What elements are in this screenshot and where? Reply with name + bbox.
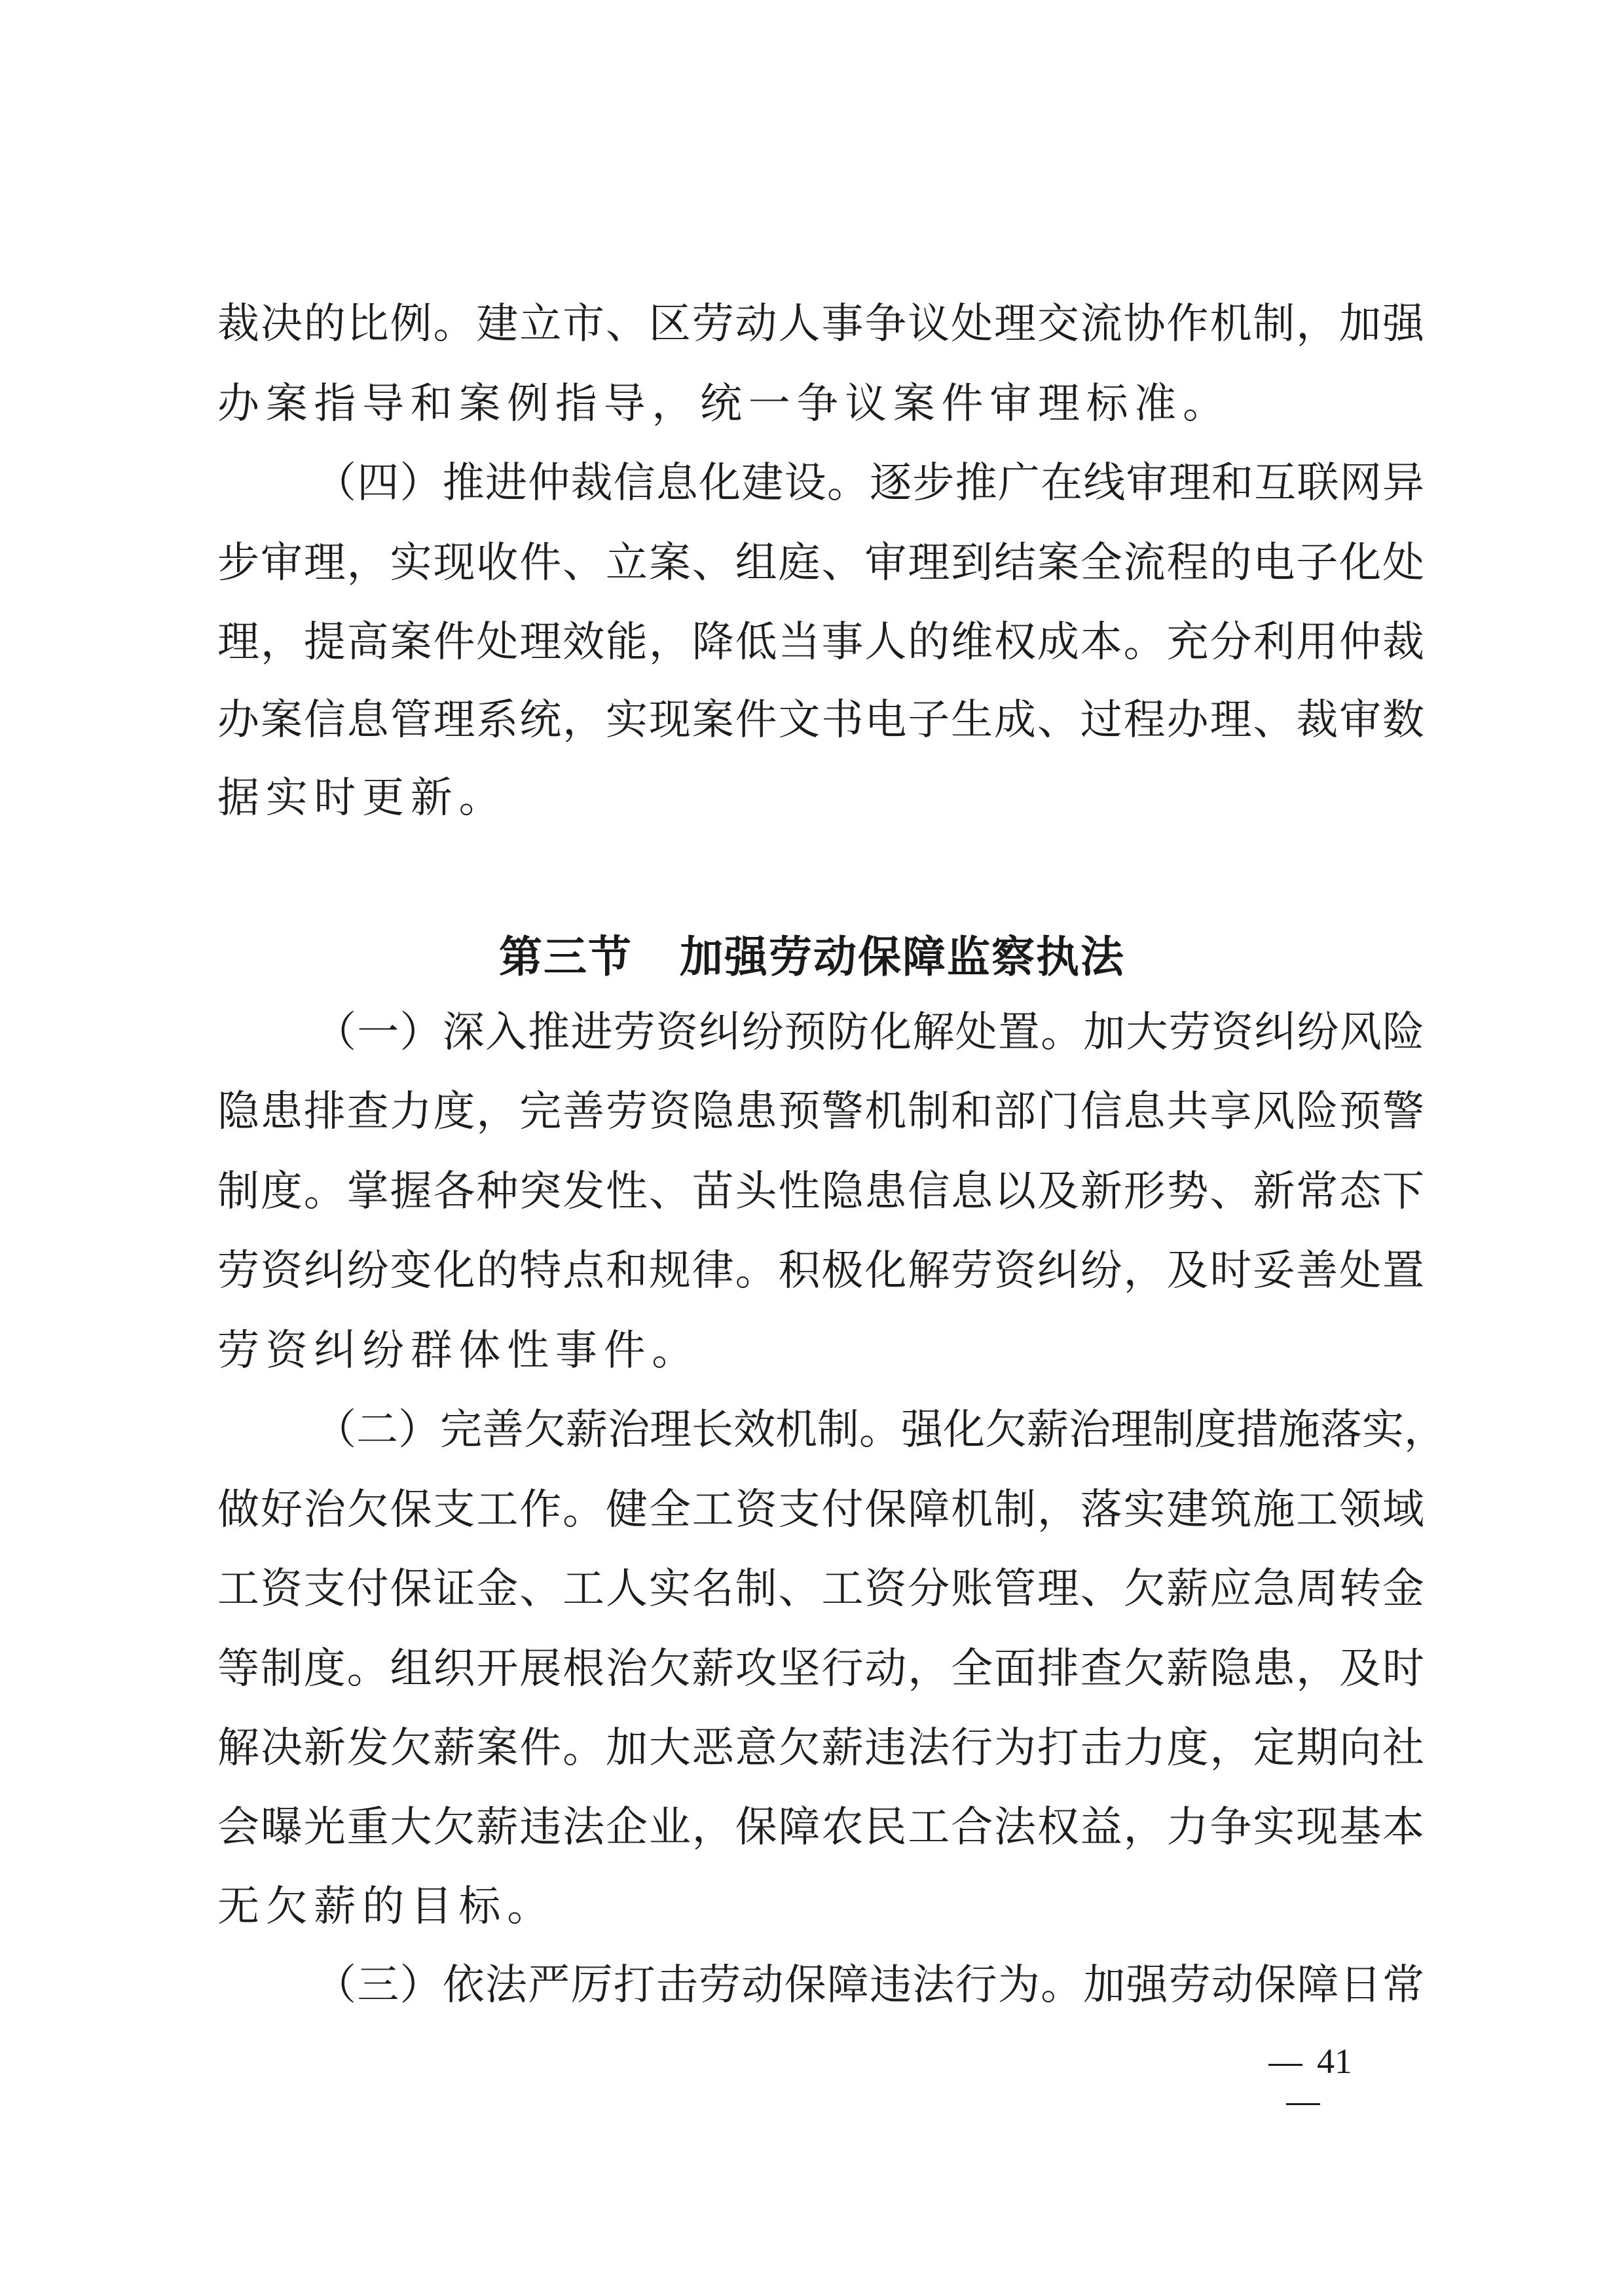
- paragraph-line: 据实时更新。: [217, 774, 507, 822]
- paragraph-line: 办案信息管理系统，实现案件文书电子生成、过程办理、裁审数: [217, 696, 1424, 744]
- paragraph-line: 解决新发欠薪案件。加大恶意欠薪违法行为打击力度，定期向社: [217, 1724, 1424, 1772]
- paragraph-line: 隐患排查力度，完善劳资隐患预警机制和部门信息共享风险预警: [217, 1088, 1424, 1136]
- paragraph-line: 裁决的比例。建立市、区劳动人事争议处理交流协作机制，加强: [217, 300, 1424, 348]
- section-heading: [0, 918, 1624, 997]
- paragraph-line-item-3-start: （三）依法严厉打击劳动保障违法行为。加强劳动保障日常: [314, 1961, 1424, 2010]
- paragraph-line: 做好治欠保支工作。健全工资支付保障机制，落实建筑施工领域: [217, 1486, 1424, 1534]
- paragraph-line: 工资支付保证金、工人实名制、工资分账管理、欠薪应急周转金: [217, 1565, 1424, 1613]
- paragraph-line-item-1-start: （一）深入推进劳资纠纷预防化解处置。加大劳资纠纷风险: [314, 1008, 1424, 1057]
- paragraph-line-item-2-start: （二）完善欠薪治理长效机制。强化欠薪治理制度措施落实，: [314, 1406, 1446, 1454]
- dash-left: [1268, 2064, 1302, 2066]
- dash-right: [1286, 2103, 1320, 2105]
- paragraph-line: 等制度。组织开展根治欠薪攻坚行动，全面排查欠薪隐患，及时: [217, 1645, 1424, 1693]
- paragraph-line: 无欠薪的目标。: [217, 1882, 555, 1931]
- page-number: [1225, 2042, 1382, 2081]
- paragraph-line: 劳资纠纷变化的特点和规律。积极化解劳资纠纷，及时妥善处置: [217, 1247, 1424, 1295]
- paragraph-line: 办案指导和案例指导，统一争议案件审理标准。: [217, 380, 1231, 428]
- section-number: 第三节: [499, 932, 633, 982]
- paragraph-line: 步审理，实现收件、立案、组庭、审理到结案全流程的电子化处: [217, 539, 1424, 587]
- paragraph-line: 劳资纠纷群体性事件。: [217, 1327, 700, 1375]
- page-number-value: 41: [1317, 2042, 1352, 2081]
- section-title: 加强劳动保障监察执法: [680, 932, 1125, 982]
- paragraph-line: 会曝光重大欠薪违法企业，保障农民工合法权益，力争实现基本: [217, 1803, 1424, 1852]
- paragraph-line: 制度。掌握各种突发性、苗头性隐患信息以及新形势、新常态下: [217, 1167, 1424, 1216]
- paragraph-line: 理，提高案件处理效能，降低当事人的维权成本。充分利用仲裁: [217, 618, 1424, 667]
- paragraph-line-item-4-start: （四）推进仲裁信息化建设。逐步推广在线审理和互联网异: [314, 459, 1424, 507]
